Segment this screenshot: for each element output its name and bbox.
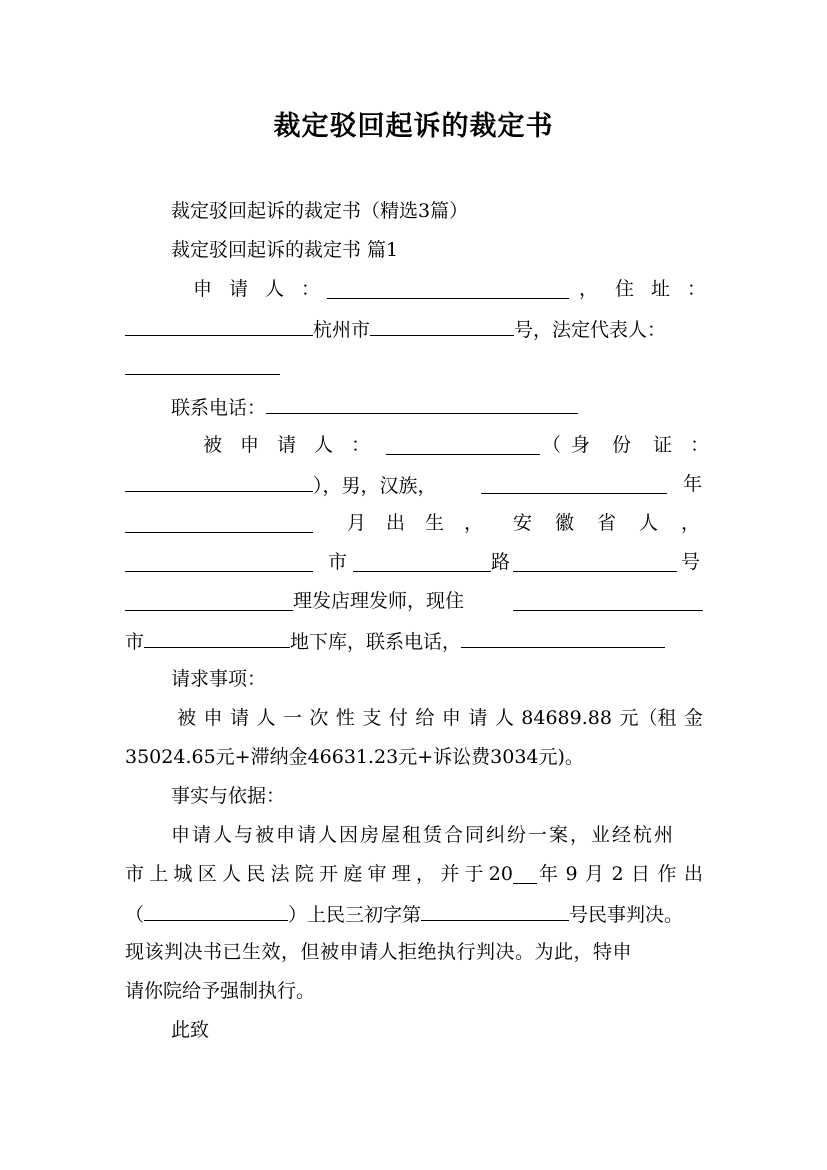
gender-ethnicity: ），男，汉族，: [313, 475, 437, 497]
applicant-row: [125, 274, 707, 304]
legal-rep-row: [125, 352, 703, 382]
subtitle-line: 裁定驳回起诉的裁定书（精选3篇）: [171, 200, 469, 222]
char: ，: [464, 512, 484, 534]
city-blank[interactable]: [353, 549, 491, 572]
char: 徽: [555, 512, 575, 534]
char: 出: [386, 512, 406, 534]
facts-line5: 请你院给予强制执行。: [125, 980, 316, 1002]
judgment-text: 号民事判决。: [569, 904, 684, 926]
phone-blank[interactable]: [266, 391, 578, 414]
id-number-blank[interactable]: [125, 469, 313, 492]
document-title: 裁定驳回起诉的裁定书: [273, 111, 554, 142]
birth-month-blank[interactable]: [125, 510, 313, 533]
case-number-blank[interactable]: [421, 898, 569, 921]
request-body-line1: 被 申 请 人 一 次 性 支 付 给 申 请 人 84689.88 元（租 金: [177, 707, 703, 729]
case-year-blank[interactable]: [144, 898, 288, 921]
char: 月: [347, 512, 367, 534]
applicant-label: 申 请 人 ：: [193, 278, 321, 300]
current-address-blank[interactable]: [513, 588, 703, 611]
request-heading: 请求事项：: [171, 668, 267, 690]
road-label: 路: [491, 551, 511, 573]
facts-line3: [125, 898, 703, 928]
char: ，: [681, 512, 701, 534]
birth-row: [125, 508, 703, 538]
city2-blank[interactable]: [144, 625, 290, 648]
city-label: 市: [328, 551, 348, 573]
basement-row: [125, 625, 703, 655]
address-blank[interactable]: [125, 313, 313, 336]
id-row: [125, 469, 703, 499]
birth-year-blank[interactable]: [481, 471, 667, 494]
road-blank[interactable]: [513, 549, 677, 572]
legal-rep-blank[interactable]: [125, 352, 280, 375]
shop-blank[interactable]: [125, 588, 293, 611]
case-prefix: ）上民三初字第: [288, 904, 422, 926]
facts-line2: 市 上 城 区 人 民 法 院 开 庭 审 理 ， 并 于 20 年 9 月 2 日 作 出: [125, 863, 703, 885]
residence-row: [125, 547, 703, 577]
number-label: 号: [681, 551, 701, 573]
facts-line4: 现该判决书已生效，但被申请人拒绝执行判决。为此，特申: [125, 941, 633, 963]
applicant-name-blank[interactable]: [327, 276, 569, 299]
address-label: 住 址 ：: [615, 278, 707, 300]
open-paren: （: [125, 904, 145, 926]
char: 安: [513, 512, 533, 534]
char: 省: [597, 512, 617, 534]
char: 生: [425, 512, 445, 534]
request-body-line2: 35024.65元+滞纳金46631.23元+诉讼费3034元)。: [125, 746, 584, 768]
city-label: 市: [125, 631, 145, 653]
char: 人: [639, 512, 659, 534]
facts-heading: 事实与依据：: [171, 785, 286, 807]
respondent-row: [125, 430, 710, 460]
occupation-text: 理发店理发师，现住: [293, 590, 465, 612]
respondent-name-blank[interactable]: [386, 432, 540, 455]
section-heading: 裁定驳回起诉的裁定书 篇1: [171, 239, 399, 261]
closing: 此致: [171, 1019, 210, 1041]
occupation-row: [125, 586, 703, 616]
phone2-blank[interactable]: [461, 625, 665, 648]
id-label: （ 身 份 证 ：: [542, 434, 710, 456]
phone-label: 联系电话：: [171, 397, 267, 419]
facts-line1: 申请人与被申请人因房屋租赁合同纠纷一案，业经杭州: [171, 824, 676, 846]
year-suffix-blank[interactable]: [513, 861, 537, 884]
basement-text: 地下库，联系电话，: [290, 631, 462, 653]
legal-rep-label: 号，法定代表人：: [514, 319, 667, 341]
phone-row: [171, 391, 703, 421]
year-label: 年: [683, 473, 703, 495]
respondent-label: 被 申 请 人 ：: [203, 434, 371, 456]
address-row: [125, 313, 703, 343]
address-number-blank[interactable]: [370, 313, 514, 336]
comma: ，: [579, 278, 599, 300]
province-blank[interactable]: [125, 549, 313, 572]
hangzhou-text: 杭州市: [313, 319, 371, 341]
